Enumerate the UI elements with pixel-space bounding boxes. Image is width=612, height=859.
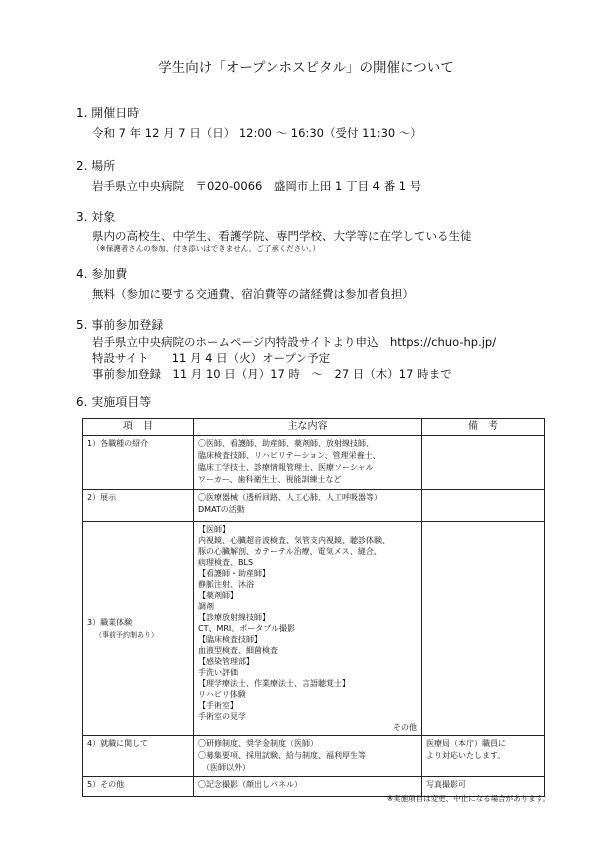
header-item: 項 目 [83,419,194,436]
content-line: 手洗い評価 [198,668,238,677]
row-remarks [422,522,545,736]
content-line: ワーカー、歯科衛生士、視能訓練士など [198,475,342,484]
remarks-line: 医療局（本庁）職員に [426,739,506,748]
section-target-heading: 3. 対象 [76,210,116,224]
section-date-text: 令和 7 年 12 月 7 日（日） 12:00 ～ 16:30（受付 11:30 ～） [92,126,422,140]
row-remarks [422,436,545,490]
page-title: 学生向け「オープンホスピタル」の開催について [158,60,454,76]
row-content [194,522,422,736]
content-line: 内視鏡、心臓超音波検査、気管支内視鏡、聴診体験、 [198,536,390,545]
other-label: その他 [393,723,417,732]
row-content [194,436,422,490]
section-fee-heading: 4. 参加費 [76,267,128,281]
registration-line-3: 事前参加登録 11 月 10 日（月）17 時 ～ 27 日（木）17 時まで [92,367,452,381]
content-line: 豚の心臓解剖、カテーテル治療、電気メス、縫合、 [198,547,382,556]
content-line: リハビリ体験 [198,690,246,699]
section-date-heading: 1. 開催日時 [76,106,140,120]
content-line: 〇記念撮影（顔出しパネル） [198,780,302,789]
section-target-note: （※保護者さんの参加、付き添いはできません。ご了承ください。） [92,244,320,253]
content-line [198,711,417,732]
table-row [83,736,545,777]
section-items-heading: 6. 実施項目等 [76,395,152,409]
content-line: 【薬剤師】 [198,591,238,600]
table-header-row [83,419,545,436]
section-place-heading: 2. 場所 [76,159,116,173]
content-line: 調剤 [198,602,214,611]
content-line: 【臨床検査技師】 [198,635,262,644]
content-line: （医師以外） [198,763,250,772]
table-row [83,436,545,490]
category-label: 3）職業体験 [87,617,133,627]
header-content: 主な内容 [194,419,422,436]
content-line: CT、MRI、ポータブル撮影 [198,624,295,633]
table-row [83,490,545,522]
content-line-text: 手術室の見学 [198,712,246,721]
header-remarks: 備 考 [422,419,545,436]
row-remarks [422,736,545,777]
row-category: 5）その他 [83,777,194,797]
table-row [83,522,545,736]
row-category: 1）各職種の紹介 [83,436,194,490]
content-line: 【診療放射線技師】 [198,613,270,622]
section-place-text: 岩手県立中央病院 〒020-0066 盛岡市上田 1 丁目 4 番 1 号 [92,179,422,193]
content-line: 【看護師・助産師】 [198,569,270,578]
content-line: 臨床検査技師、リハビリテーション、管理栄養士、 [198,451,381,460]
content-line: 〇医療器械（透析回路、人工心肺、人工呼吸器等） [198,493,382,502]
content-line: 血液型検査、細菌検査 [198,646,278,655]
content-line: 〇募集要項、採用試験、給与制度、福利厚生等 [198,751,366,760]
section-target-text: 県内の高校生、中学生、看護学院、専門学校、大学等に在学している生徒 [92,229,472,243]
category-sub: （事前予約制あり） [95,630,158,639]
registration-line-2: 特設サイト 11 月 4 日（火）オープン予定 [92,351,331,365]
content-line: 【感染管理部】 [198,657,254,666]
remarks-line: 写真撮影可 [426,780,466,789]
remarks-line: より対応いたします。 [426,751,506,760]
row-content [194,736,422,777]
content-line: 〇医師、看護師、助産師、薬剤師、放射線技師、 [198,439,374,448]
row-category: 4）就職に関して [83,736,194,777]
items-table [82,418,545,797]
row-category: 2）展示 [83,490,194,522]
content-line: 【手術室】 [198,701,238,710]
row-remarks [422,490,545,522]
content-line: DMATの活動 [198,505,245,514]
content-line: 〇研修制度、奨学金制度（医師） [198,739,318,748]
footnote: ※実施項目は変更、中止になる場合があります。 [386,794,550,803]
content-line: 【医師】 [198,525,230,534]
row-category [83,522,194,736]
registration-line-1: 岩手県立中央病院のホームページ内特設サイトより申込 https://chuo-hp.jp/ [92,335,497,349]
content-line: 静脈注射、沐浴 [198,580,254,589]
section-fee-text: 無料（参加に要する交通費、宿泊費等の諸経費は参加者負担） [92,287,414,301]
row-content [194,490,422,522]
section-registration-heading: 5. 事前参加登録 [76,318,164,332]
content-line: 【理学療法士、作業療法士、言語聴覚士】 [198,679,350,688]
content-line: 病理検査、BLS [198,558,254,567]
content-line: 臨床工学技士、診療情報管理士、医療ソーシャル [198,463,374,472]
